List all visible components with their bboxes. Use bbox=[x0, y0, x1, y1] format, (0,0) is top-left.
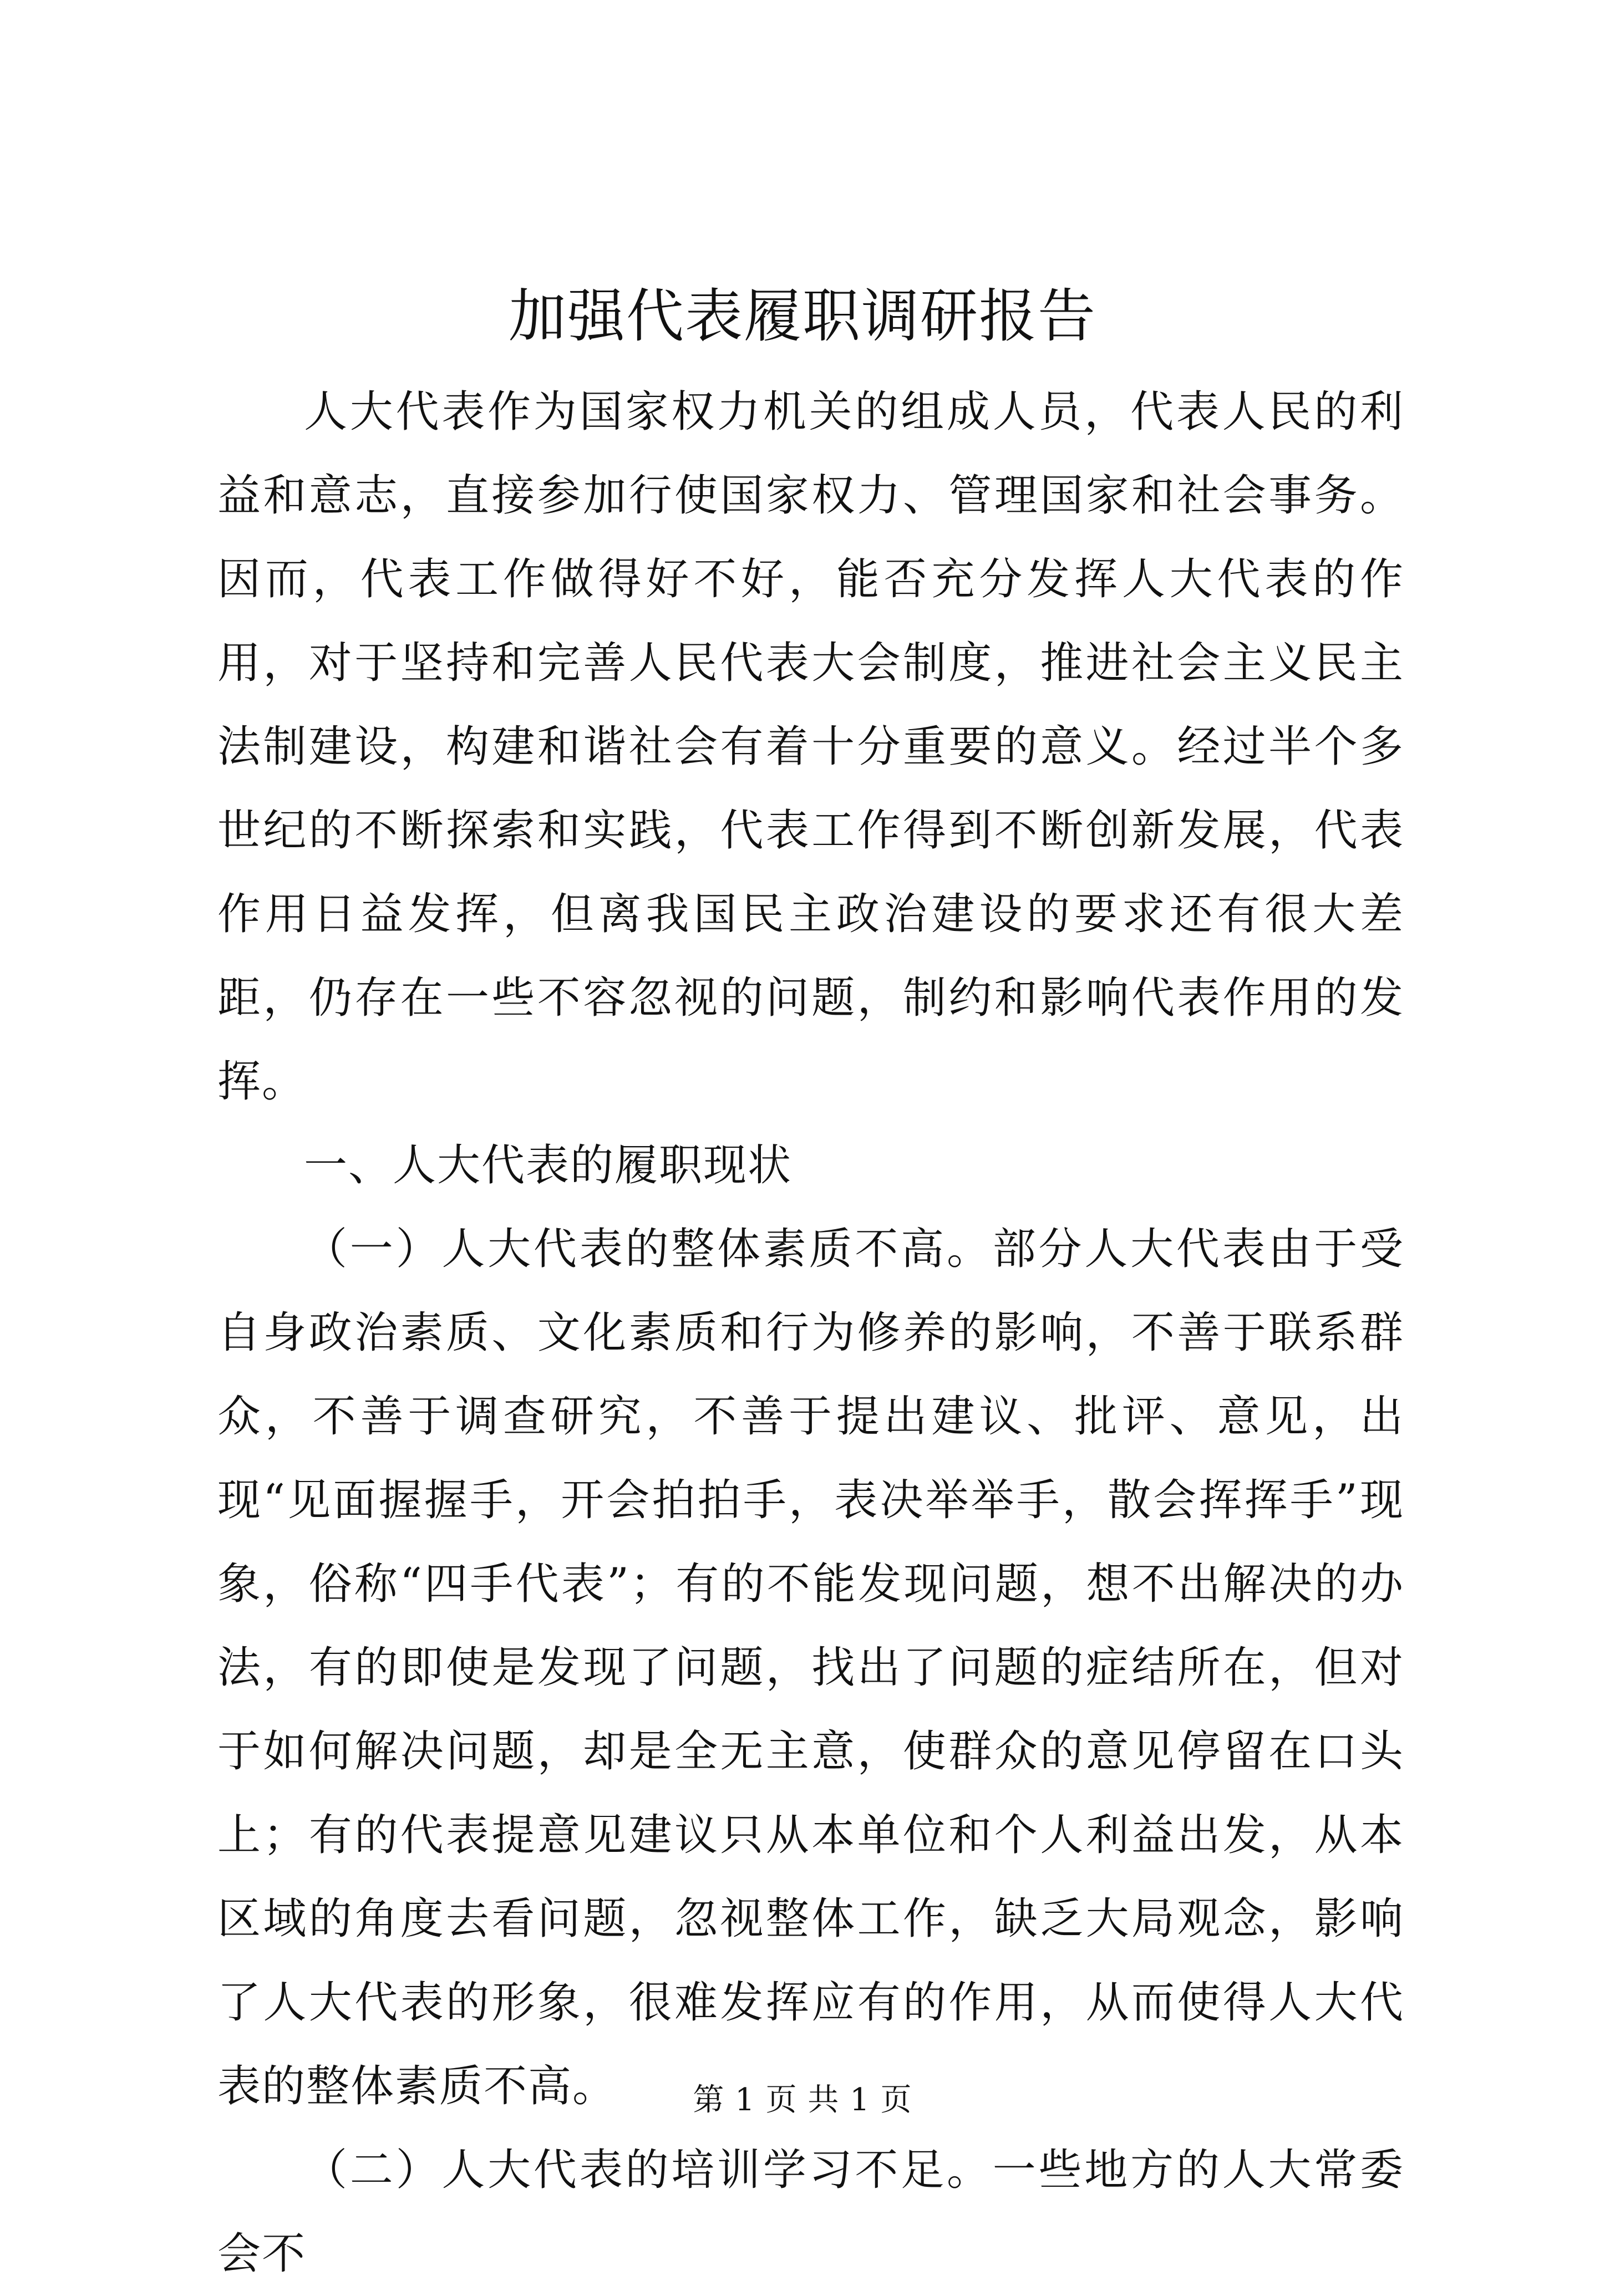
page-title: 加强代表履职调研报告 bbox=[508, 282, 1096, 350]
paragraph-training: （二）人大代表的培训学习不足。一些地方的人大常委会不 bbox=[217, 2145, 1404, 2279]
document-body bbox=[217, 370, 1404, 2296]
section-heading: 一、人大代表的履职现状 bbox=[304, 1141, 793, 1190]
page-footer: 第 1 页 共 1 页 bbox=[693, 2082, 912, 2118]
paragraph-quality: （一）人大代表的整体素质不高。部分人大代表由于受自身政治素质、文化素质和行为修养的影响，不善于联系群众，不善于调查研究，不善于提出建议、批评、意见，出现“见面握握手，开会拍拍手，表决举举手，散会挥挥手”现象，俗称“四手代表”；有的不能发现问题，想不出解决的办法，有的即使是发现了问题，找出了问题的症结所在，但对于如何解决问题，却是全无主意，使群众的意见停留在口头上；有的代表提意见建议只从本单位和个人利益出发，从本区域的角度去看问题，忽视整体工作，缺乏大局观念，影响了人大代表的形象，很难发挥应有的作用，从而使得人大代表的整体素质不高。 bbox=[217, 1224, 1404, 2111]
paragraph-intro: 人大代表作为国家权力机关的组成人员，代表人民的利益和意志，直接参加行使国家权力、管理国家和社会事务。因而，代表工作做得好不好，能否充分发挥人大代表的作用，对于坚持和完善人民代表大会制度，推进社会主义民主法制建设，构建和谐社会有着十分重要的意义。经过半个多世纪的不断探索和实践，代表工作得到不断创新发展，代表作用日益发挥，但离我国民主政治建设的要求还有很大差距，仍存在一些不容忽视的问题，制约和影响代表作用的发挥。 bbox=[217, 387, 1404, 1107]
